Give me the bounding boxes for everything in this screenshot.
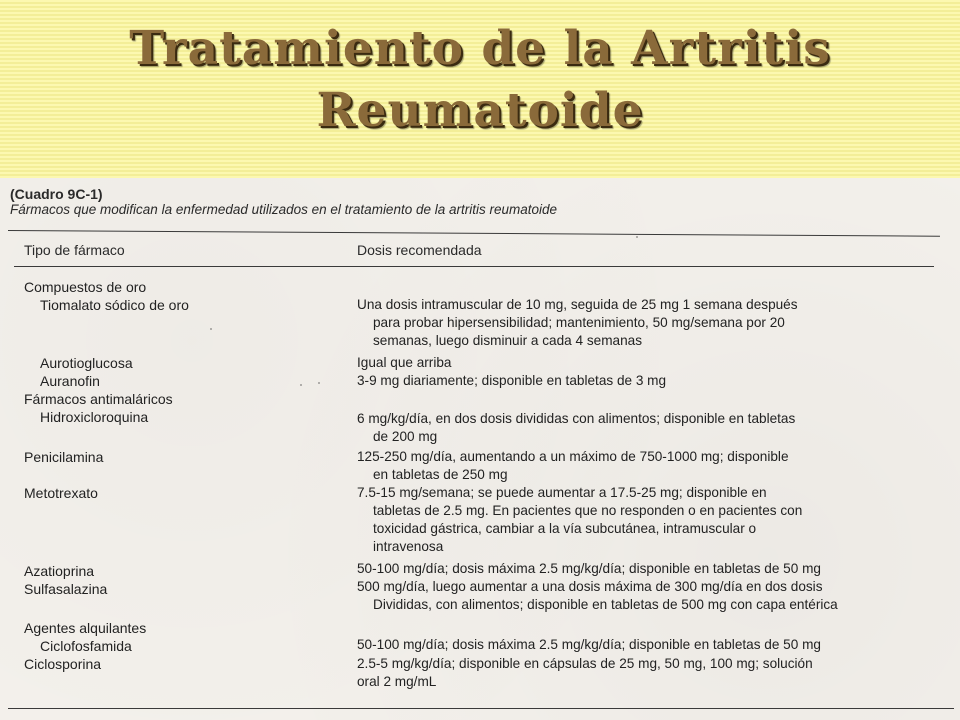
dose-sulfasalazina: [357, 578, 917, 614]
drug-penicilamina: Penicilamina: [24, 449, 104, 465]
dose-line: para probar hipersensibilidad; mantenimiento, 50 mg/semana por 20: [373, 315, 785, 330]
drug-group-gold-compounds: Compuestos de oro: [24, 279, 147, 295]
dose-azatioprina: [357, 560, 917, 578]
drug-auranofin: Auranofin: [40, 373, 100, 389]
dose-line: de 200 mg: [373, 429, 438, 444]
slide-title-line-2: Reumatoide: [316, 83, 644, 138]
scan-speck: [210, 328, 212, 330]
dose-ciclofosfamida: [357, 636, 917, 654]
scan-speck: [318, 382, 320, 384]
table-caption: Fármacos que modifican la enfermedad utilizados en el tratamiento de la artritis reumatoide: [10, 202, 558, 217]
scan-speck: [300, 384, 302, 386]
dose-penicilamina: [357, 448, 917, 484]
column-header-drug-type: Tipo de fármaco: [24, 242, 125, 258]
table-bottom-rule: [8, 708, 954, 709]
drug-hidroxicloroquina: Hidroxicloroquina: [40, 409, 149, 425]
dose-line: intravenosa: [373, 539, 444, 554]
column-header-dose: Dosis recomendada: [357, 242, 482, 258]
drug-ciclofosfamida: Ciclofosfamida: [40, 638, 132, 654]
drug-tiomalato: Tiomalato sódico de oro: [40, 297, 189, 313]
dose-line: en tabletas de 250 mg: [373, 467, 508, 482]
dose-line: 50-100 mg/día; dosis máxima 2.5 mg/kg/día; disponible en tabletas de 50 mg: [357, 637, 821, 652]
dose-line: Divididas, con alimentos; disponible en tabletas de 500 mg con capa entérica: [373, 597, 838, 612]
drug-aurotioglucosa: Aurotioglucosa: [40, 355, 133, 371]
dose-line: 50-100 mg/día; dosis máxima 2.5 mg/kg/día; disponible en tabletas de 50 mg: [357, 561, 821, 576]
dose-line: oral 2 mg/mL: [357, 674, 437, 689]
slide-title-line-1: Tratamiento de la Artritis: [129, 21, 831, 76]
dose-ciclosporina: [357, 655, 917, 691]
slide-title: [0, 18, 960, 142]
drug-azatioprina: Azatioprina: [24, 563, 95, 579]
dose-line: 2.5-5 mg/kg/día; disponible en cápsulas de 25 mg, 50 mg, 100 mg; solución: [357, 656, 813, 671]
drug-metotrexato: Metotrexato: [24, 485, 98, 501]
dose-line: 500 mg/día, luego aumentar a una dosis máxima de 300 mg/día en dos dosis: [357, 579, 823, 594]
dose-line: Igual que arriba: [357, 355, 452, 370]
drug-sulfasalazina: Sulfasalazina: [24, 581, 108, 597]
dose-line: 6 mg/kg/día, en dos dosis divididas con alimentos; disponible en tabletas: [357, 411, 796, 426]
drug-group-antimalarials: Fármacos antimaláricos: [24, 391, 173, 407]
dose-line: toxicidad gástrica, cambiar a la vía subcutánea, intramuscular o: [373, 521, 757, 536]
dose-hidroxicloroquina: [357, 410, 917, 446]
dose-line: semanas, luego disminuir a cada 4 semanas: [373, 333, 643, 348]
dose-tiomalato: [357, 296, 917, 350]
table-label: (Cuadro 9C-1): [10, 186, 103, 202]
dose-auranofin: [357, 372, 917, 390]
dose-line: Una dosis intramuscular de 10 mg, seguida de 25 mg 1 semana después: [357, 297, 798, 312]
scanned-table: [0, 178, 960, 720]
drug-group-alkylating-agents: Agentes alquilantes: [24, 620, 147, 636]
dose-line: 3-9 mg diariamente; disponible en tabletas de 3 mg: [357, 373, 667, 388]
drug-ciclosporina: Ciclosporina: [24, 656, 102, 672]
dose-metotrexato: [357, 484, 917, 556]
table-header-rule: [14, 266, 934, 267]
dose-line: tabletas de 2.5 mg. En pacientes que no responden o en pacientes con: [373, 503, 803, 518]
dose-aurotioglucosa: [357, 354, 917, 372]
dose-line: 7.5-15 mg/semana; se puede aumentar a 17.5-25 mg; disponible en: [357, 485, 767, 500]
table-top-rule: [8, 230, 940, 237]
dose-line: 125-250 mg/día, aumentando a un máximo de 750-1000 mg; disponible: [357, 449, 789, 464]
scan-speck: [636, 236, 638, 238]
